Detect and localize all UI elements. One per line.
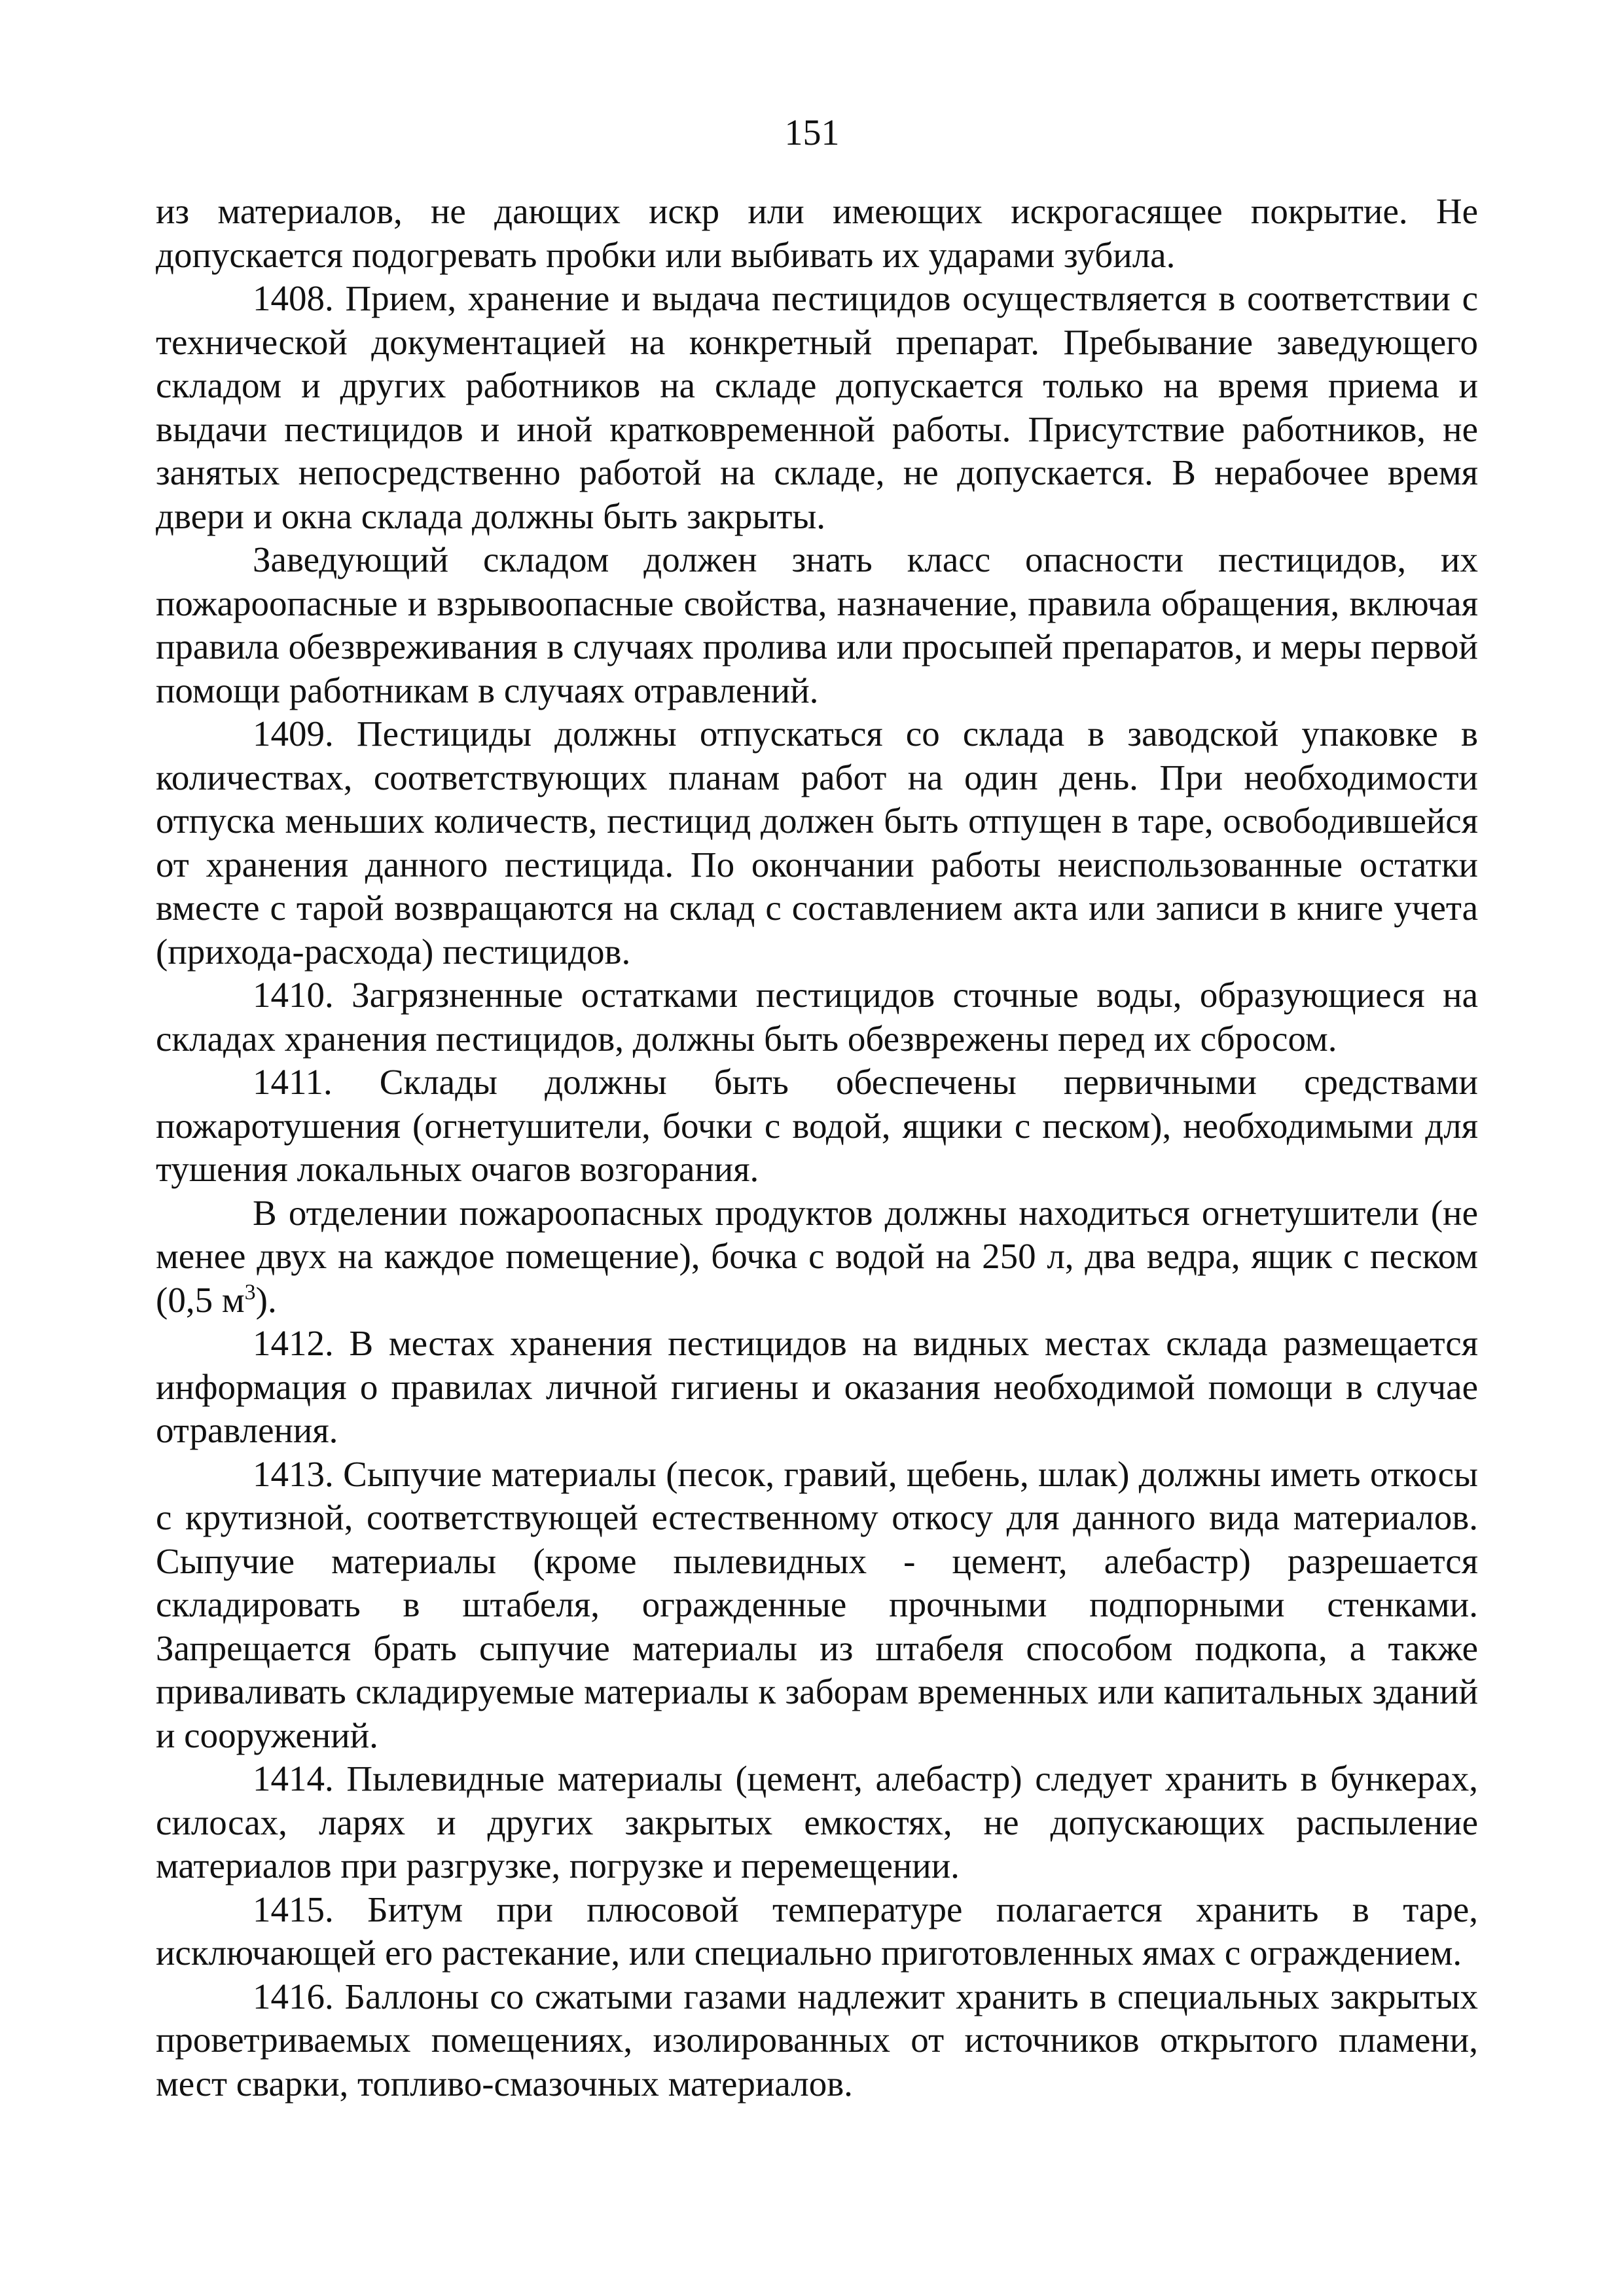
paragraph-fire-equipment xyxy=(156,1192,1478,1322)
paragraph-continuation: из материалов, не дающих искр или имеющих искрогасящее покрытие. Не допускается подогревать пробки или выбивать их ударами зубила. xyxy=(156,191,1478,275)
cubic-superscript: 3 xyxy=(244,1280,256,1305)
paragraph-1416: 1416. Баллоны со сжатыми газами надлежит хранить в специальных закрытых проветриваемых помещениях, изолированных от источников открытого пламени, мест сварки, топливо-смазочных материалов. xyxy=(156,1976,1478,2104)
paragraph-1413: 1413. Сыпучие материалы (песок, гравий, щебень, шлак) должны иметь откосы с крутизной, соответствующей естественному откосу для данного вида материалов. Сыпучие материалы (кроме пылевидных - цемент, алебастр) разрешается складировать в штабеля, огражденные прочными подпорными стенками. Запрещается брать сыпучие материалы из штабеля способом подкопа, а также приваливать складируемые материалы к заборам временных или капитальных зданий и сооружений. xyxy=(156,1453,1478,1755)
paragraph-1408: 1408. Прием, хранение и выдача пестицидов осуществляется в соответствии с технической документацией на конкретный препарат. Пребывание заведующего складом и других работников на складе допускается только на время приема и выдачи пестицидов и иной кратковременной работы. Присутствие работников, не занятых непосредственно работой на складе, не допускается. В нерабочее время двери и окна склада должны быть закрыты. xyxy=(156,278,1478,536)
fire-equipment-tail: ). xyxy=(255,1279,277,1320)
fire-equipment-text: В отделении пожароопасных продуктов должны находиться огнетушители (не менее двух на каждое помещение), бочка с водой на 250 л, два ведра, ящик с песком (0,5 м xyxy=(156,1192,1478,1320)
paragraph-1415: 1415. Битум при плюсовой температуре полагается хранить в таре, исключающей его растекание, или специально приготовленных ямах с ограждением. xyxy=(156,1889,1478,1973)
paragraph-1409: 1409. Пестициды должны отпускаться со склада в заводской упаковке в количествах, соответствующих планам работ на один день. При необходимости отпуска меньших количеств, пестицид должен быть отпущен в таре, освободившейся от хранения данного пестицида. По окончании работы неиспользованные остатки вместе с тарой возвращаются на склад с составлением акта или записи в книге учета (прихода-расхода) пестицидов. xyxy=(156,714,1478,972)
page-number: 151 xyxy=(784,113,840,153)
paragraph-warehouse-manager: Заведующий складом должен знать класс опасности пестицидов, их пожароопасные и взрывоопасные свойства, назначение, правила обращения, включая правила обезвреживания в случаях пролива или просыпей препаратов, и меры первой помощи работникам в случаях отравлений. xyxy=(156,539,1478,710)
paragraph-1414: 1414. Пылевидные материалы (цемент, алебастр) следует хранить в бункерах, силосах, ларях и других закрытых емкостях, не допускающих распыление материалов при разгрузке, погрузке и перемещении. xyxy=(156,1758,1478,1886)
paragraph-1412: 1412. В местах хранения пестицидов на видных местах склада размещается информация о правилах личной гигиены и оказания необходимой помощи в случае отравления. xyxy=(156,1323,1478,1450)
paragraph-1411: 1411. Склады должны быть обеспечены первичными средствами пожаротушения (огнетушители, бочки с водой, ящики с песком), необходимыми для тушения локальных очагов возгорания. xyxy=(156,1062,1478,1189)
document-body xyxy=(156,190,1478,2105)
paragraph-1410: 1410. Загрязненные остатками пестицидов сточные воды, образующиеся на складах хранения пестицидов, должны быть обезврежены перед их сбросом. xyxy=(156,975,1478,1059)
